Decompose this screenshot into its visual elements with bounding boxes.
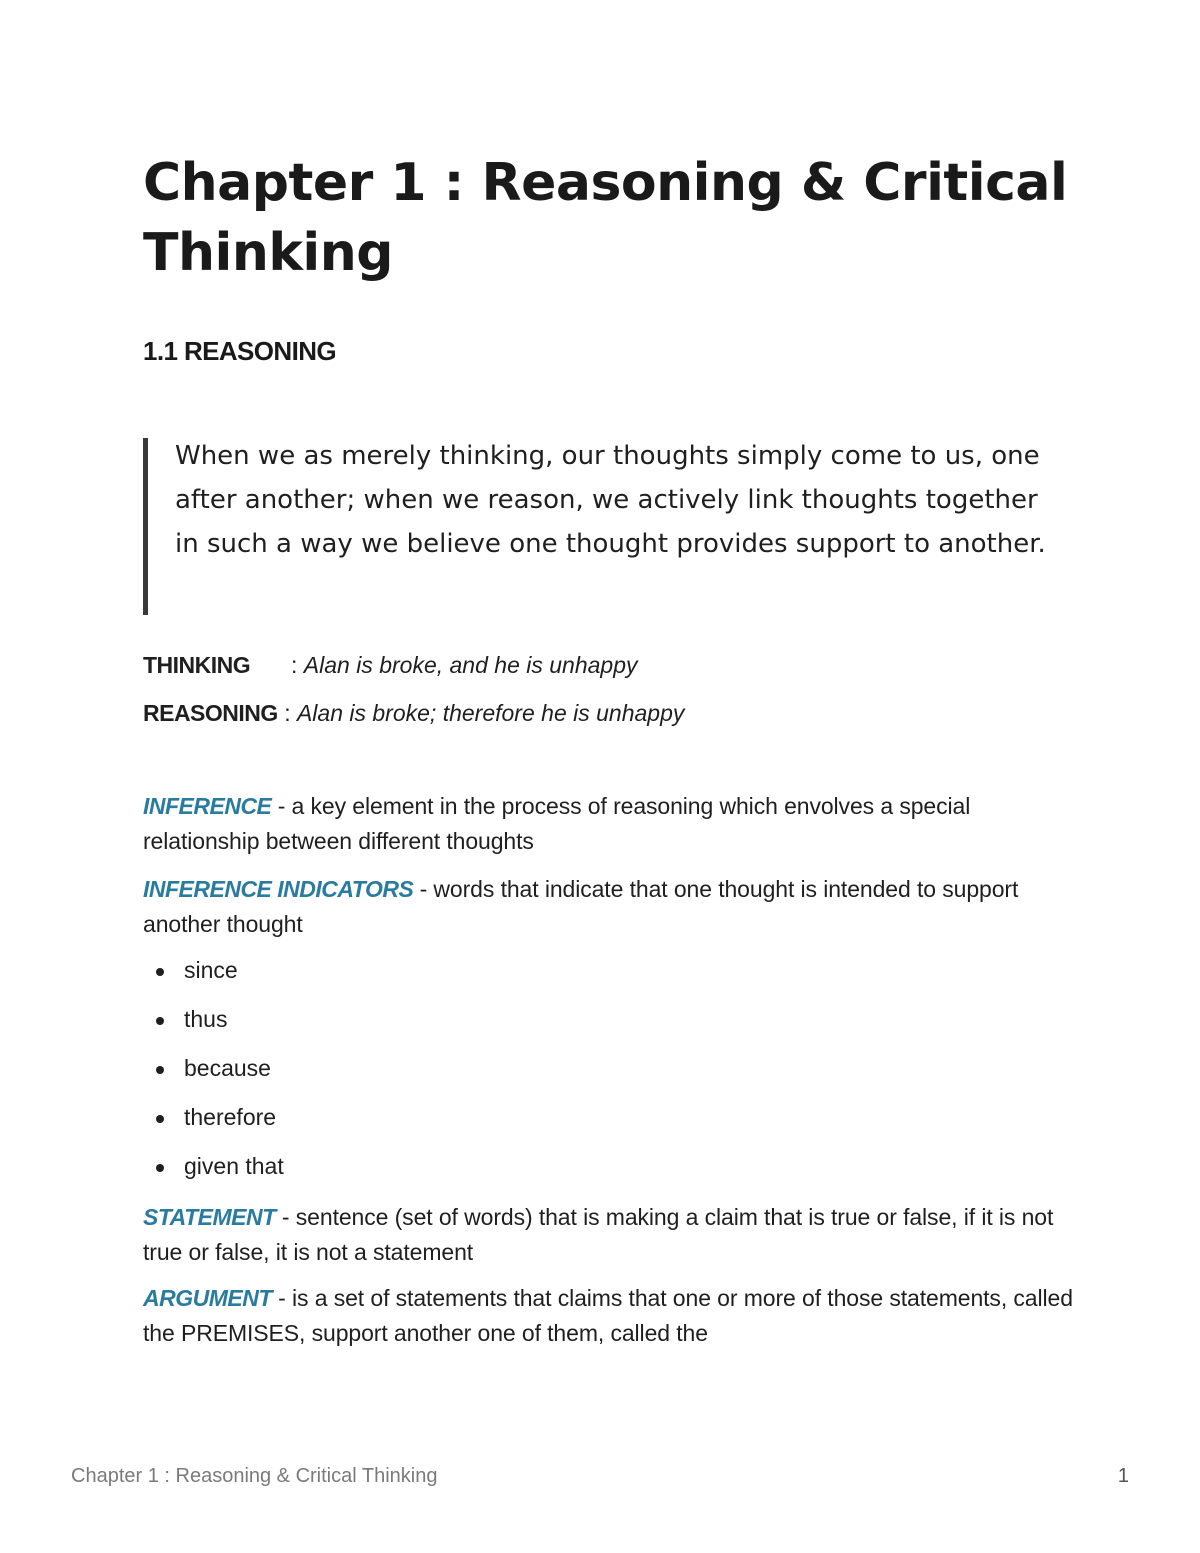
bullet-icon <box>156 1017 164 1025</box>
list-item <box>143 1053 1073 1083</box>
quote-block <box>143 438 1063 570</box>
list-item <box>143 1151 1073 1181</box>
quote-bar <box>143 438 148 615</box>
list-item <box>143 955 1073 985</box>
indicator-list <box>143 955 1073 1181</box>
list-item-text: since <box>184 957 238 983</box>
definition-text: - is a set of statements that claims that one or more of those statements, called the PREMISES, support another one of them, called the <box>143 1285 1073 1346</box>
quote-text: When we as merely thinking, our thoughts simply come to us, one after another; when we reason, we actively link thoughts together in such a way we believe one thought provides support to another. <box>175 441 1046 559</box>
example-reasoning <box>143 698 1073 728</box>
example-label: THINKING <box>143 652 251 678</box>
bullet-icon <box>156 968 164 976</box>
definition-inference-indicators <box>143 872 1073 942</box>
document-title: Chapter 1 : Reasoning & Critical Thinking <box>143 153 1068 283</box>
definition-term: STATEMENT <box>143 1204 276 1230</box>
list-item-text: thus <box>184 1006 228 1032</box>
bullet-icon <box>156 1066 164 1074</box>
list-item-text: therefore <box>184 1104 277 1130</box>
example-text: Alan is broke; therefore he is unhappy <box>296 700 685 726</box>
bullet-icon <box>156 1115 164 1123</box>
definition-term: ARGUMENT <box>143 1285 272 1311</box>
list-item-text: given that <box>184 1153 284 1179</box>
section-heading: 1.1 REASONING <box>143 336 337 366</box>
definition-text: - sentence (set of words) that is making a claim that is true or false, if it is not true or false, it is not a statement <box>143 1204 1054 1265</box>
example-separator: : <box>291 652 298 678</box>
example-separator: : <box>284 700 291 726</box>
page-number: 1 <box>1117 1465 1129 1487</box>
definition-text: - a key element in the process of reasoning which envolves a special relationship between different thoughts <box>143 793 971 854</box>
example-label: REASONING <box>143 700 278 726</box>
example-thinking <box>143 650 1073 680</box>
example-text: Alan is broke, and he is unhappy <box>303 652 638 678</box>
list-item <box>143 1004 1073 1034</box>
definition-inference <box>143 789 1073 859</box>
definition-term: INFERENCE <box>143 793 272 819</box>
definition-term: INFERENCE INDICATORS <box>143 876 414 902</box>
bullet-icon <box>156 1164 164 1172</box>
list-item <box>143 1102 1073 1132</box>
page-content <box>143 148 1073 1351</box>
definition-text: - words that indicate that one thought is intended to support another thought <box>143 876 1019 937</box>
footer-title: Chapter 1 : Reasoning & Critical Thinking <box>71 1465 438 1487</box>
definition-statement <box>143 1200 1073 1270</box>
list-item-text: because <box>184 1055 271 1081</box>
definition-argument <box>143 1281 1073 1351</box>
